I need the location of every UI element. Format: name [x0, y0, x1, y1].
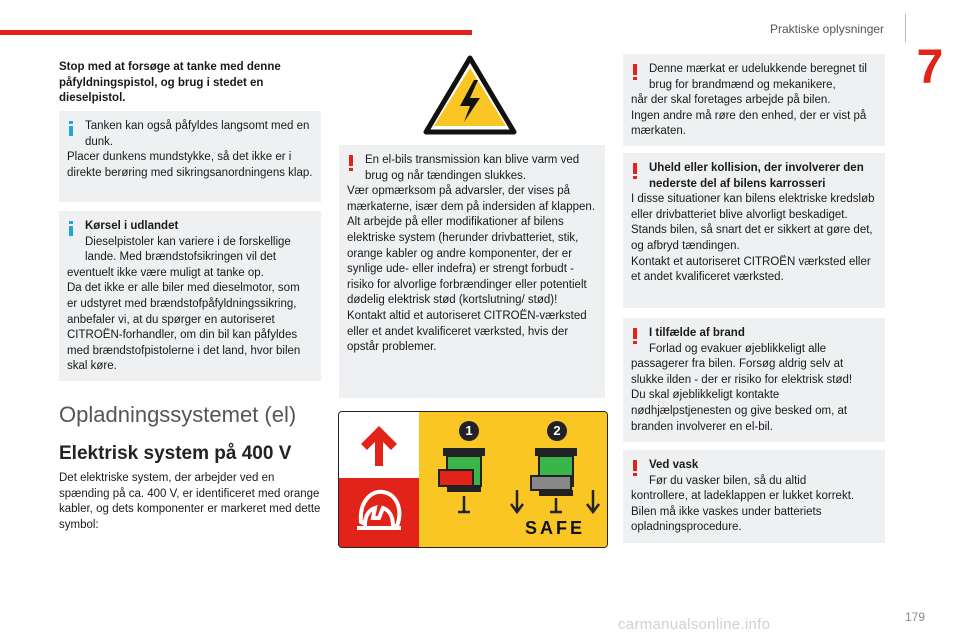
- warning-box-first-line: Forlad og evakuer øjeblikkeligt alle: [649, 342, 827, 355]
- warning-box-first-line: Denne mærkat er udelukkende beregnet til brug for brandmænd og mekanikere,: [649, 63, 867, 91]
- warning-box-washing: [623, 450, 885, 543]
- warning-box-fire: [623, 318, 885, 442]
- page-number: 179: [905, 610, 926, 624]
- warning-box-body: Vær opmærksom på advarsler, der vises på mærkaterne, især dem på indersiden af klappen. Alt arbejde på eller modifikationer af bilens elektriske system (herunder drivbatteriet, stik, orange kabler og andre komponenter, der er synlige ude- eller indefra) er strengt forbudt - risiko for alvorlige forbrændinger eller potentielt dødelig elektrisk stød (kortslutning/ stød)! Kontakt altid et autoriseret CITROËN-værksted eller et andet kvalificeret værksted, hvis der opstår problemer.: [347, 185, 596, 354]
- step-2-badge: 2: [547, 421, 567, 441]
- warning-box-title: Ved vask: [649, 459, 699, 471]
- info-icon: [69, 221, 73, 235]
- warning-icon: [633, 328, 637, 344]
- info-box-title: Kørsel i udlandet: [85, 220, 179, 232]
- safe-label: SAFE: [525, 518, 586, 538]
- firefighter-helmet-icon: [353, 486, 405, 540]
- info-box-driving-abroad: [59, 211, 321, 381]
- warning-icon: [633, 460, 637, 476]
- info-box-body: Placer dunkens mundstykke, så det ikke er i direkte berøring med sikringsanordningens klap.: [67, 151, 313, 179]
- warning-box-first-line: Før du vasker bilen, så du altid: [649, 474, 807, 487]
- warning-icon: [633, 64, 637, 80]
- section-title: Praktiske oplysninger: [770, 22, 885, 36]
- warning-box-body: passagerer fra bilen. Forsøg aldrig selv at slukke ilden - der er risiko for elektrisk stød! Du skal øjeblikkeligt kontakte nødhjælpstjenesten og give besked om, at branden involverer en el-bil.: [631, 358, 853, 433]
- warning-box-transmission: [339, 145, 605, 398]
- info-box-first-line: Tanken kan også påfyldes langsomt med en dunk.: [85, 120, 310, 148]
- info-box-first-line: Dieselpistoler kan variere i de forskellige lande. Med brændstofsikringen vil det: [85, 235, 291, 264]
- info-box-refuel-can: [59, 111, 321, 202]
- connector-unplugged-icon: [435, 446, 493, 518]
- info-box-body: eventuelt ikke være muligt at tanke op. Da det ikke er alle biler med dieselmotor, som er udstyret med brændstofpåfyldningssikring, anbefaler vi, at du spørger en autoriseret CITROËN-forhandler, om din bil kan påfyldes med brændstofpistolerne i det land, hvor bilen skal køre.: [67, 266, 301, 373]
- step-1-badge: 1: [459, 421, 479, 441]
- warning-box-sticker: [623, 54, 885, 146]
- warning-box-collision: [623, 153, 885, 308]
- section-heading: Opladningssystemet (el): [59, 402, 297, 427]
- warning-box-title: I tilfælde af brand: [649, 327, 745, 339]
- warning-box-body: kontrollere, at ladeklappen er lukket korrekt. Bilen må ikke vaskes under batteriets opladningsprocedure.: [631, 490, 855, 534]
- warning-icon: [633, 163, 637, 179]
- warning-icon: [349, 155, 353, 171]
- warning-box-title: Uheld eller kollision, der involverer den nederste del af bilens karrosseri: [649, 162, 864, 190]
- subsection-heading: Elektrisk system på 400 V: [59, 443, 292, 464]
- warning-box-body: I disse situationer kan bilens elektriske kredsløb eller drivbatteriet blive alvorligt beskadiget. Stands bilen, så snart det er sikkert at gøre det, og afbryd tændingen. Kontakt et autoriseret CITROËN værksted eller et andet kvalificeret værksted.: [631, 193, 875, 284]
- info-icon: [69, 121, 73, 135]
- firefighter-safety-label: [338, 411, 608, 548]
- arrow-up-icon: [357, 424, 401, 468]
- warning-box-body: når der skal foretages arbejde på bilen. Ingen andre må røre den enhed, der er vist på mærkaten.: [631, 94, 867, 138]
- header-accent-bar: [0, 30, 472, 35]
- high-voltage-warning-icon: [422, 54, 518, 136]
- intro-warning-text: Stop med at forsøge at tanke med denne påfyldningspistol, og brug i stedet en dieselpistol.: [59, 61, 281, 105]
- header-divider: [905, 14, 906, 42]
- warning-box-first-line: En el-bils transmission kan blive varm ved brug og når tændingen slukkes.: [365, 154, 580, 182]
- watermark: carmanualsonline.info: [618, 616, 771, 633]
- connector-safe-icon: [509, 446, 601, 526]
- chapter-number: 7: [916, 41, 944, 94]
- body-paragraph: Det elektriske system, der arbejder ved en spænding på ca. 400 V, er identificeret med orange kabler, og dets komponenter er markeret med dette symbol:: [59, 472, 321, 531]
